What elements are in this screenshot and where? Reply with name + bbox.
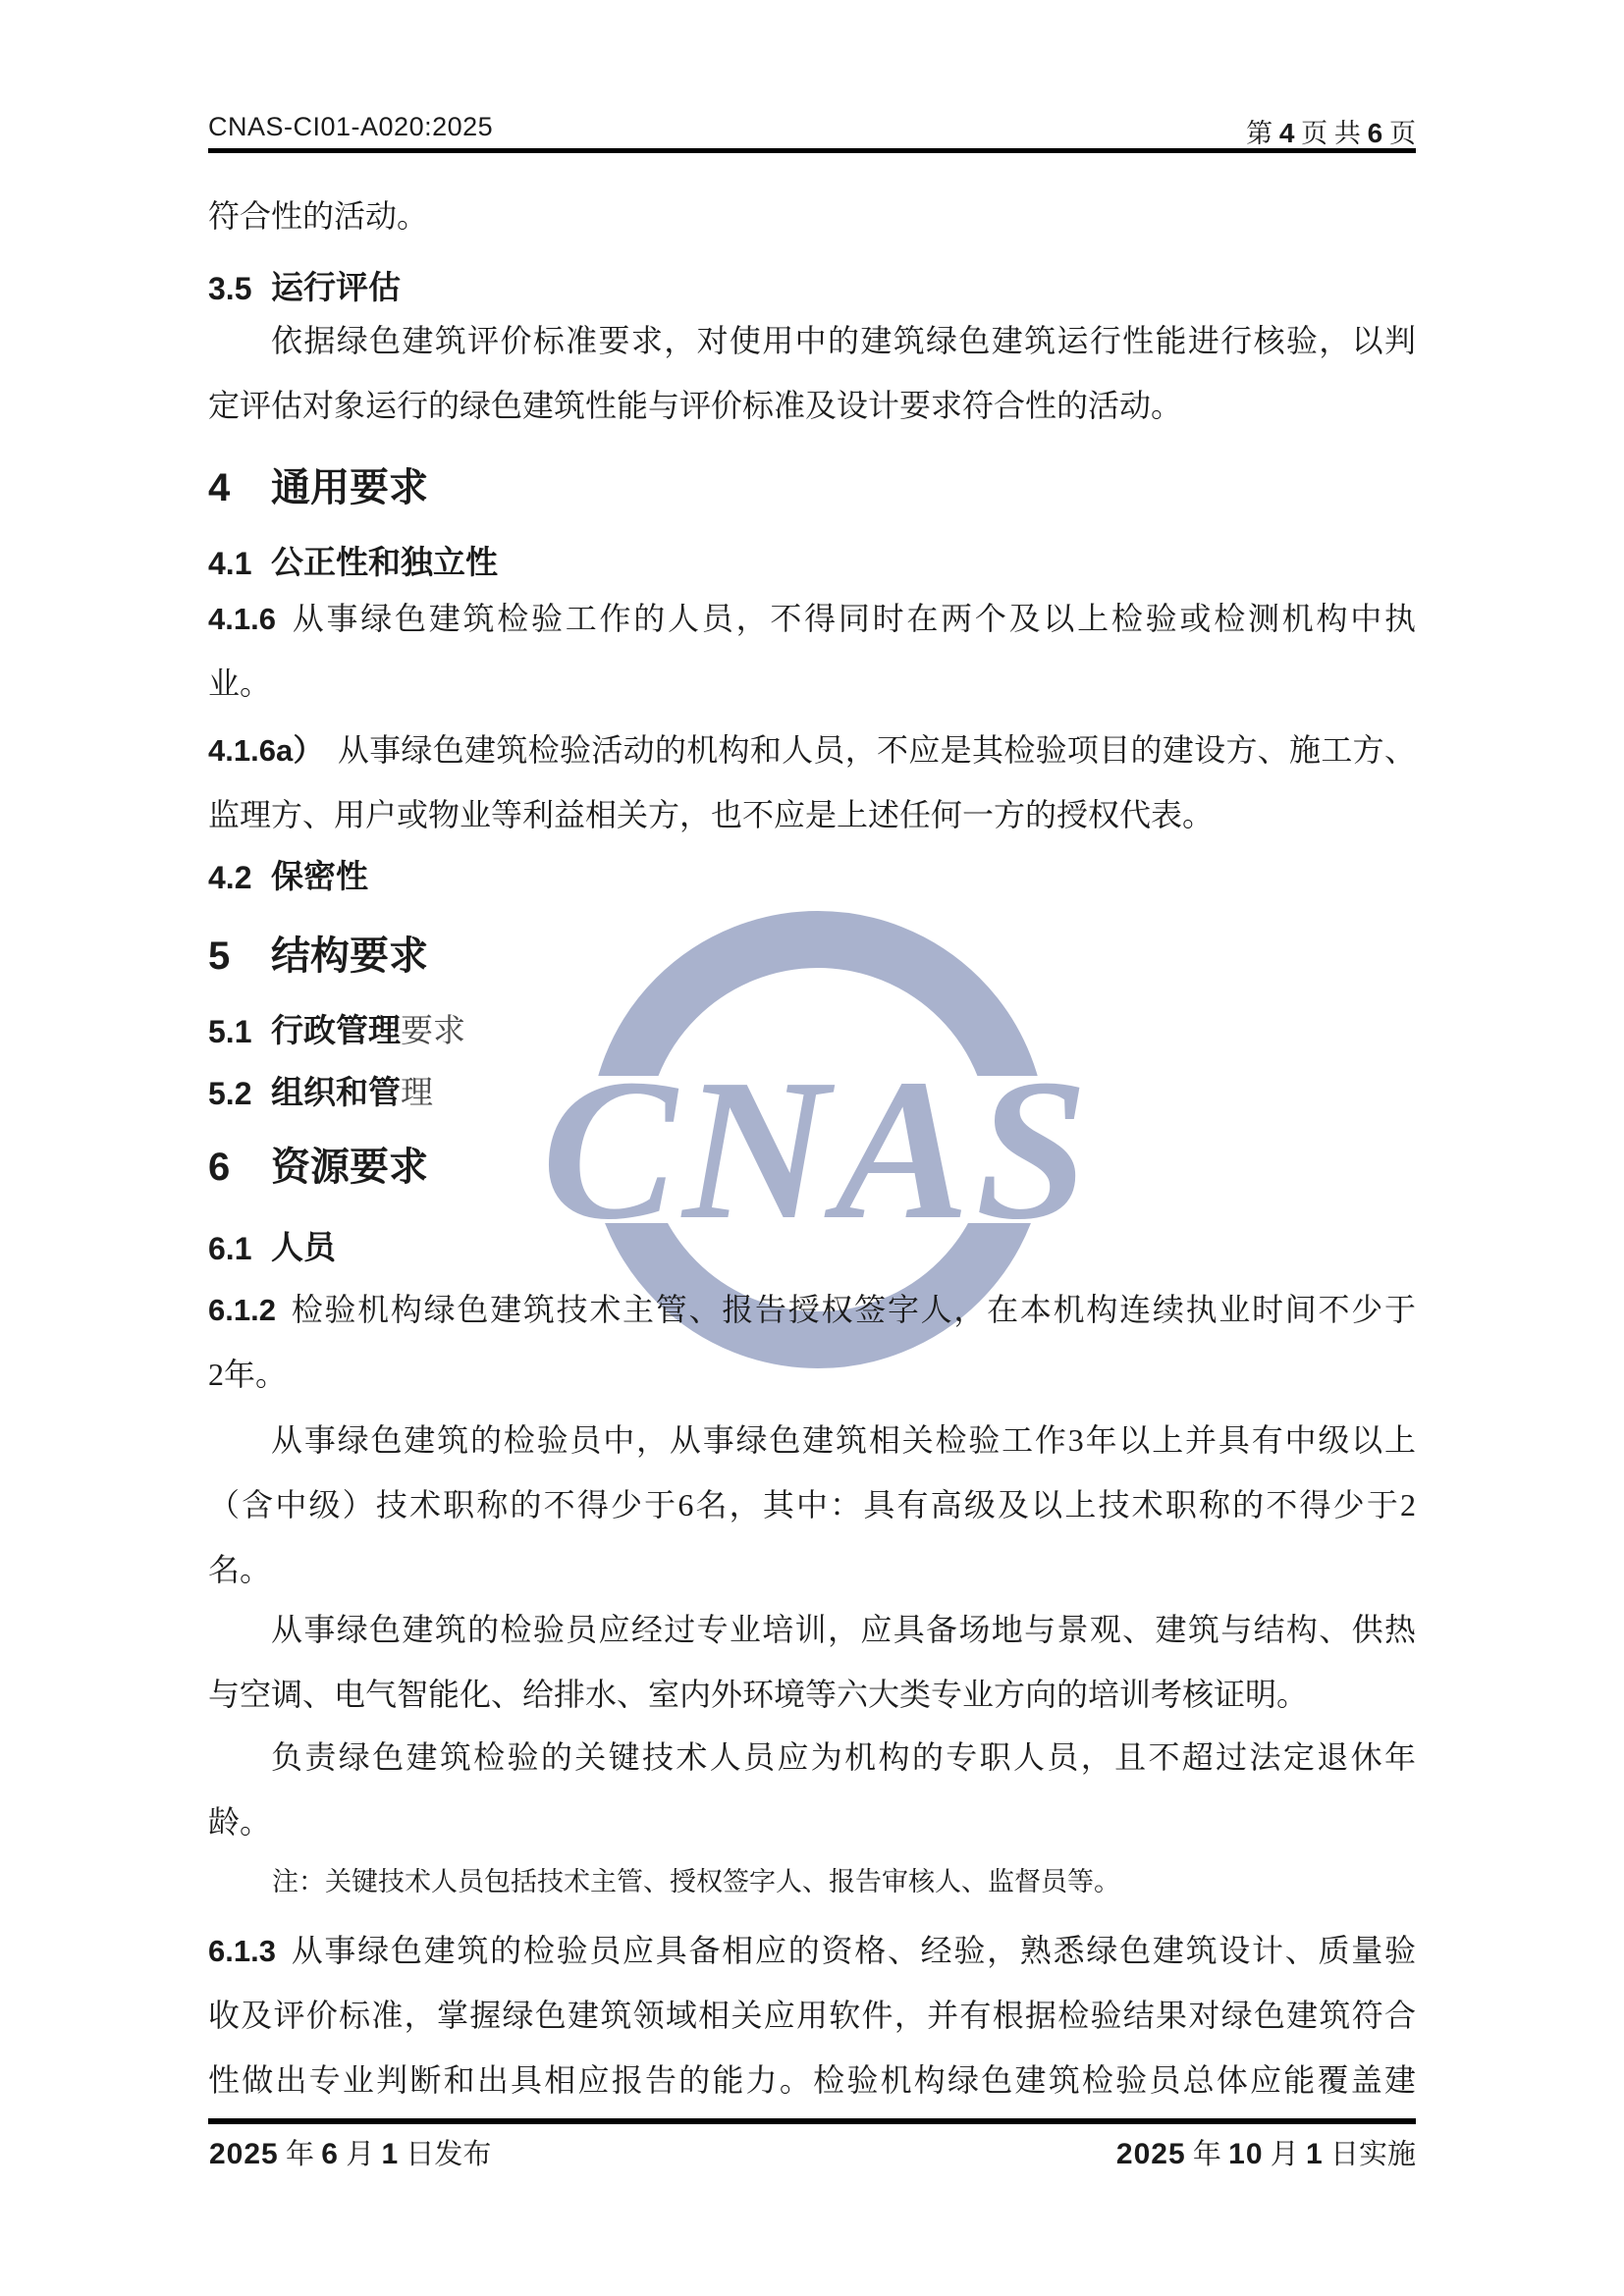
heading-title: 人员 <box>271 1231 336 1266</box>
footer-implement-date <box>1116 2132 1416 2172</box>
paragraph-6-1-3 <box>208 1918 1416 2112</box>
heading-number: 4 <box>208 466 231 509</box>
page-label-mid: 页 共 <box>1294 119 1368 148</box>
paragraph-6-1-2 <box>208 1277 1416 1407</box>
footer-rule <box>208 2118 1416 2124</box>
heading-4-1 <box>208 546 1416 583</box>
text-line <box>208 586 1416 651</box>
text-line: 负责绿色建筑检验的关键技术人员应为机构的专职人员，且不超过法定退休年 <box>271 1739 1416 1775</box>
text-line: 符合性的活动。 <box>208 198 429 234</box>
clause-text: 从事绿色建筑检验活动的机构和人员，不应是其检验项目的建设方、施工方、 <box>337 732 1416 768</box>
clause-text: 检验机构绿色建筑技术主管、报告授权签字人，在本机构连续执业时间不少于 <box>289 1292 1416 1327</box>
clause-text: 从事绿色建筑检验工作的人员，不得同时在两个及以上检验或检测机构中执 <box>289 601 1416 636</box>
header-page-indicator <box>1246 112 1416 150</box>
heading-5-1 <box>208 1014 1416 1051</box>
page-label-prefix: 第 <box>1246 119 1279 148</box>
text-line: 从事绿色建筑的检验员应经过专业培训，应具备场地与景观、建筑与结构、供热 <box>271 1612 1416 1647</box>
text-line: 定评估对象运行的绿色建筑性能与评价标准及设计要求符合性的活动。 <box>208 388 1183 423</box>
heading-4-2 <box>208 860 1416 897</box>
issue-month-label: 月 <box>338 2139 382 2170</box>
text-line: 依据绿色建筑评价标准要求，对使用中的建筑绿色建筑运行性能进行核验，以判 <box>271 323 1416 358</box>
page-current: 4 <box>1278 118 1295 148</box>
heading-number: 3.5 <box>208 271 252 306</box>
heading-title: 通用要求 <box>271 465 428 509</box>
text-line: （含中级）技术职称的不得少于6名，其中：具有高级及以上技术职称的不得少于2 <box>208 1487 1416 1522</box>
text-line: 名。 <box>208 1552 272 1587</box>
paragraph-inspectors <box>208 1408 1416 1602</box>
text-line: 监理方、用户或物业等利益相关方，也不应是上述任何一方的授权代表。 <box>208 797 1215 832</box>
clause-number: 4.1.6a） <box>208 733 324 768</box>
heading-5 <box>208 934 1416 979</box>
page-label-suffix: 页 <box>1382 119 1416 148</box>
heading-title: 保密性 <box>271 860 368 895</box>
clause-number: 4.1.6 <box>208 602 276 636</box>
heading-title: 运行评估 <box>271 271 401 306</box>
text-line: 收及评价标准，掌握绿色建筑领域相关应用软件，并有根据检验结果对绿色建筑符合 <box>208 1998 1416 2033</box>
heading-number: 5.2 <box>208 1076 252 1111</box>
heading-6-1 <box>208 1231 1416 1268</box>
heading-title-normal: 理 <box>401 1076 433 1111</box>
text-line: 龄。 <box>208 1804 272 1840</box>
text-line <box>208 1918 1416 1983</box>
issue-year-label: 年 <box>278 2139 322 2170</box>
issue-year: 2025 <box>209 2138 279 2170</box>
footer-issue-date <box>209 2132 491 2172</box>
text-line: 性做出专业判断和出具相应报告的能力。检验机构绿色建筑检验员总体应能覆盖建 <box>208 2062 1416 2098</box>
issue-day-label: 日发布 <box>399 2139 492 2170</box>
heading-title-bold: 组织和管 <box>271 1076 401 1111</box>
heading-number: 6.1 <box>208 1231 252 1266</box>
heading-5-2 <box>208 1076 1416 1113</box>
paragraph-key-personnel <box>208 1725 1416 1854</box>
page-total: 6 <box>1367 118 1383 148</box>
implement-year: 2025 <box>1115 2138 1186 2170</box>
heading-title <box>271 1076 433 1113</box>
note-line: 注：关键技术人员包括技术主管、授权签字人、报告审核人、监督员等。 <box>272 1867 1120 1896</box>
heading-number: 5.1 <box>208 1014 252 1049</box>
heading-6 <box>208 1145 1416 1190</box>
heading-title: 公正性和独立性 <box>271 546 498 581</box>
text-line: 2年。 <box>208 1357 288 1392</box>
header-doc-code: CNAS-CI01-A020:2025 <box>208 112 494 141</box>
clause-number: 6.1.3 <box>208 1934 276 1968</box>
text-line <box>208 718 1416 782</box>
paragraph-training <box>208 1597 1416 1727</box>
implement-day: 1 <box>1306 2138 1324 2170</box>
issue-month: 6 <box>321 2138 339 2170</box>
paragraph-4-1-6a <box>208 718 1416 847</box>
heading-number: 5 <box>208 934 231 978</box>
paragraph-continuation <box>208 184 1416 248</box>
paragraph-4-1-6 <box>208 586 1416 716</box>
implement-month: 10 <box>1228 2138 1264 2170</box>
heading-4 <box>208 465 1416 510</box>
heading-number: 4.1 <box>208 546 252 581</box>
text-line: 与空调、电气智能化、给排水、室内外环境等六大类专业方向的培训考核证明。 <box>208 1677 1309 1712</box>
implement-year-label: 年 <box>1185 2139 1229 2170</box>
text-line: 业。 <box>208 666 272 701</box>
heading-3-5 <box>208 271 1416 308</box>
implement-month-label: 月 <box>1263 2139 1307 2170</box>
heading-title-normal: 要求 <box>401 1014 465 1049</box>
clause-text: 从事绿色建筑的检验员应具备相应的资格、经验，熟悉绿色建筑设计、质量验 <box>289 1933 1416 1968</box>
heading-title: 结构要求 <box>271 934 428 978</box>
cnas-watermark-text: CNAS <box>541 1037 1095 1261</box>
clause-number: 6.1.2 <box>208 1293 276 1327</box>
text-line: 从事绿色建筑的检验员中，从事绿色建筑相关检验工作3年以上并具有中级以上 <box>271 1422 1416 1458</box>
heading-title-bold: 行政管理 <box>271 1014 401 1049</box>
text-line <box>208 1277 1416 1342</box>
heading-number: 6 <box>208 1146 231 1189</box>
heading-title: 资源要求 <box>271 1145 428 1189</box>
implement-day-label: 日实施 <box>1323 2139 1416 2170</box>
heading-number: 4.2 <box>208 860 252 895</box>
issue-day: 1 <box>381 2138 400 2170</box>
paragraph-3-5 <box>208 308 1416 438</box>
heading-title <box>271 1014 465 1051</box>
header-rule <box>208 148 1416 153</box>
